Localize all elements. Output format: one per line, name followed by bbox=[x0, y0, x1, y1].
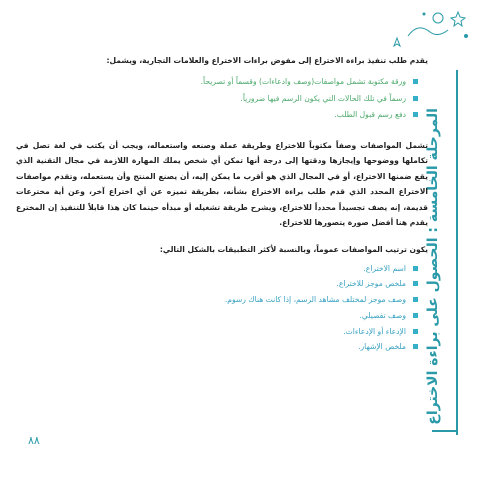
intro-text: يقدم طلب تنفيذ براءة الاختراع إلى مفوض براءات الاختراع والعلامات التجارية، ويشمل: bbox=[106, 56, 428, 65]
bullet-square-icon bbox=[413, 344, 418, 349]
bullet-square-icon bbox=[413, 313, 418, 318]
list-item: ورقة مكتوبة تشمل مواصفات(وصف وادعاءات) وقسماً أو تصريحاً. bbox=[16, 74, 418, 91]
list-item: ملخص موجز للاختراع. bbox=[16, 276, 418, 292]
list-item: دفع رسم قبول الطلب. bbox=[16, 107, 418, 124]
list-item: الإدعاء أو الإدعاءات. bbox=[16, 324, 418, 340]
bullet-square-icon bbox=[413, 266, 418, 271]
list-item: وصف تفصيلي. bbox=[16, 308, 418, 324]
requirements-list bbox=[16, 74, 428, 124]
order-list bbox=[16, 261, 428, 356]
bullet-square-icon bbox=[413, 96, 418, 101]
bullet-square-icon bbox=[413, 297, 418, 302]
bullet-square-icon bbox=[413, 281, 418, 286]
page-number: ٨٨ bbox=[28, 434, 40, 447]
bullet-square-icon bbox=[413, 329, 418, 334]
body-paragraph: تشمل المواصفات وصفاً مكتوباً للاختراع وطريقة عملة وصنعه واستعماله، ويجب أن يكتب في لغة تصل في تكاملها ووضوحها وإيجازها ودقتها إلى درجة أنها تمكن أي شخص يملك المهارة اللازمة في مجال التقنية الذي يقع ضمنها الاختراع، أو في المجال الذي هو أقرب ما يمكن إليه، أن يصنع المنتج وأن يستعمله، وتقدم مواصفات الاختراع المحدد الذي قدم طلب براءة الاختراع بشأنه، بطريقة تميزه عن أي اختراع آخر، وعن أية مخترعات قديمة، إنه يصف تجسيداً محدداً للاختراع، ويشرح طريقة تشغيله أو مبدأه حينما كان هذا قابلاً للتنفيذ إن المخترع يقدم هنا أفضل صورة يتصورها للاختراع. bbox=[16, 140, 428, 227]
list-item: اسم الاختراع. bbox=[16, 261, 418, 277]
list-item: ملخص الإشهار. bbox=[16, 339, 418, 355]
list-item: وصف موجز لمختلف مشاهد الرسم، إذا كانت هناك رسوم. bbox=[16, 292, 418, 308]
bullet-square-icon bbox=[413, 79, 418, 84]
chapter-side-rule-foot bbox=[432, 430, 458, 432]
order-intro-text: يكون ترتيب المواصفات عموماً، وبالنسبة لأكثر التطبيقات بالشكل التالي: bbox=[159, 244, 428, 254]
chapter-title: المرحلة الخامسة : الحصول على براءة الاختراع bbox=[425, 108, 441, 425]
decorative-doodle-icon bbox=[388, 6, 474, 52]
main-content bbox=[16, 54, 428, 355]
chapter-side-rule bbox=[456, 70, 458, 435]
list-item: رسماً في تلك الحالات التي يكون الرسم فيها ضرورياً. bbox=[16, 91, 418, 108]
bullet-square-icon bbox=[413, 112, 418, 117]
